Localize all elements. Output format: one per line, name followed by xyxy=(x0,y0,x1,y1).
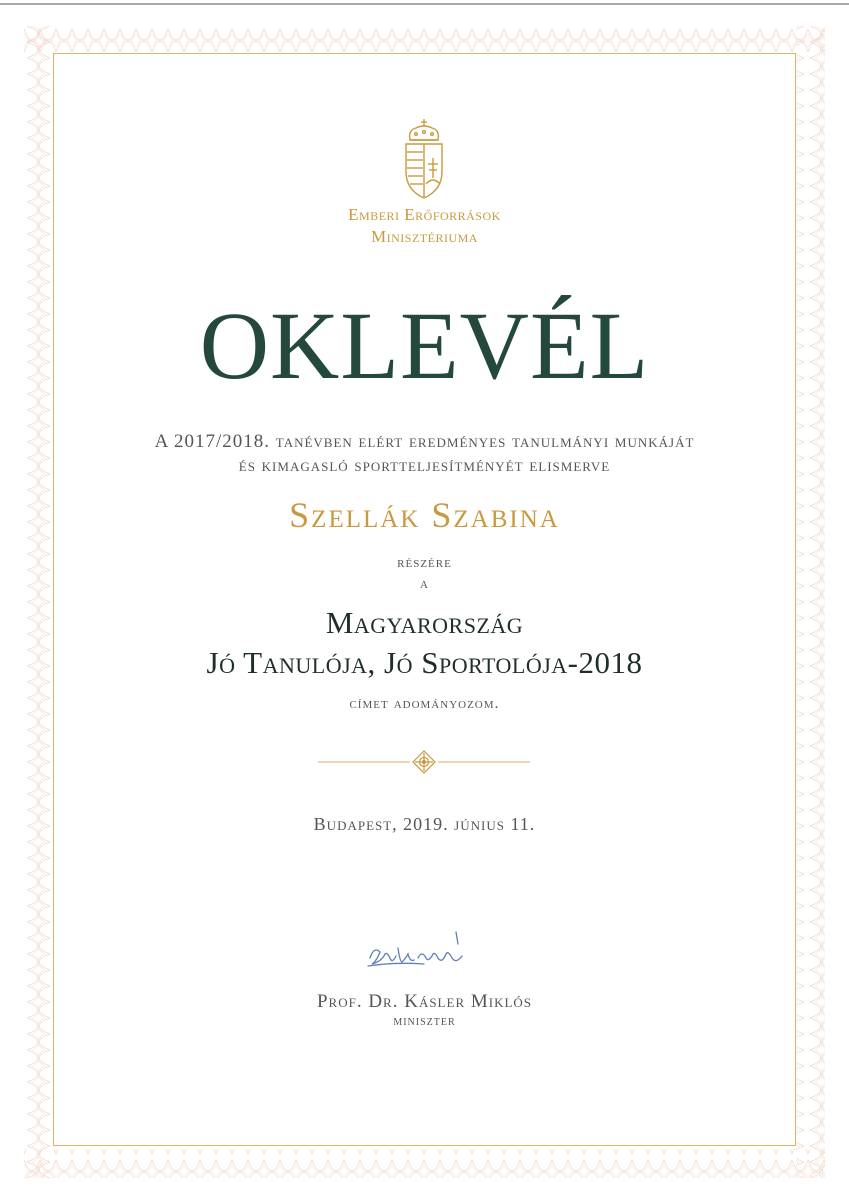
place-and-date: Budapest, 2019. június 11. xyxy=(313,814,536,834)
cimet-text: címet adományozom. xyxy=(349,695,500,712)
recipient-name: Szellák Szabina xyxy=(289,495,560,535)
ministry-name-line2: Minisztériuma xyxy=(371,227,478,246)
award-title-line1: Magyarország xyxy=(325,605,524,640)
divider-ornament-icon xyxy=(318,750,530,774)
signer-name: Prof. Dr. Kásler Miklós xyxy=(316,991,533,1012)
intro-line1: A 2017/2018. tanévben elért eredményes tanulmányi munkáját xyxy=(154,431,695,452)
scan-top-edge xyxy=(0,3,849,5)
award-title-line2: Jó Tanulója, Jó Sportolója-2018 xyxy=(206,645,643,680)
handwritten-signature xyxy=(364,928,474,974)
hungarian-coat-of-arms-icon xyxy=(400,118,448,202)
document-title: OKLEVÉL xyxy=(199,292,650,399)
signer-role: miniszter xyxy=(393,1014,456,1029)
intro-line2: és kimagasló sportteljesítményét elismerve xyxy=(238,455,611,476)
article-text: a xyxy=(420,575,429,592)
ministry-name-line1: Emberi Erőforrások xyxy=(348,205,501,224)
reszere-text: részére xyxy=(397,554,452,571)
